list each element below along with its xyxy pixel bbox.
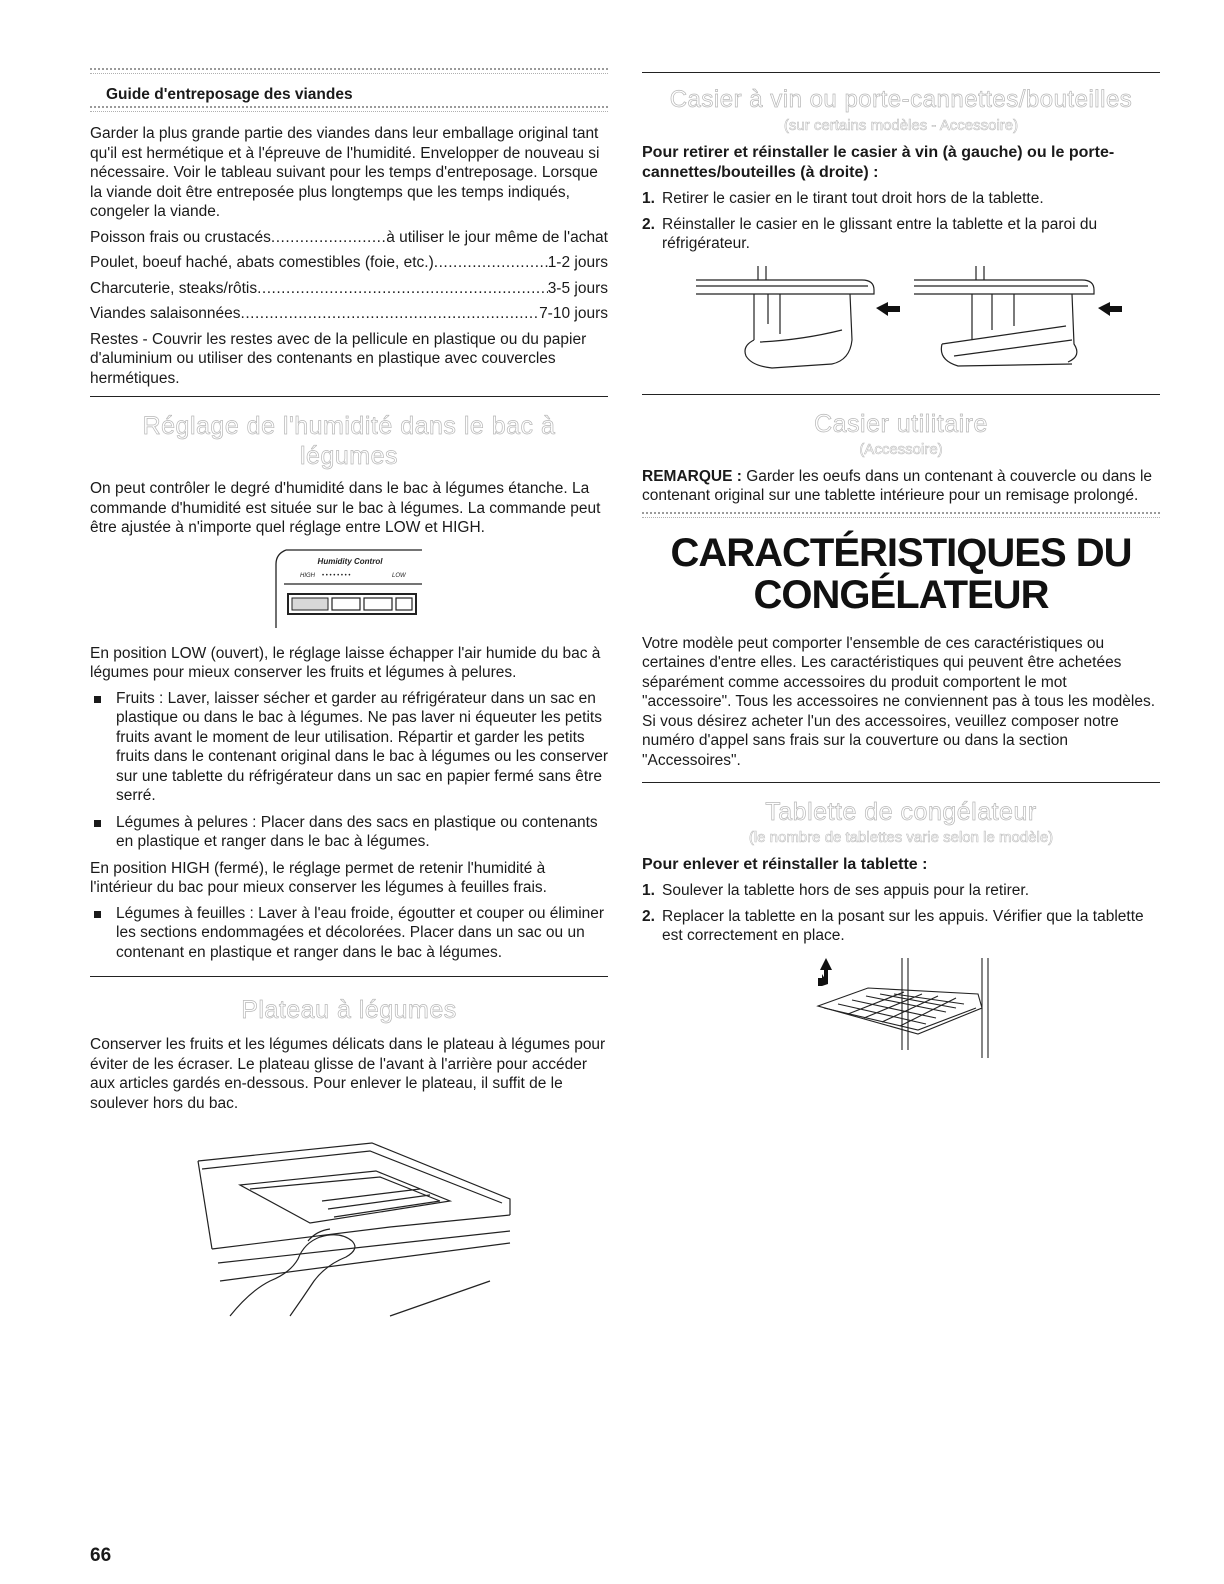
humidity-heading: Réglage de l'humidité dans le bac à légumes [142, 412, 556, 470]
utility-bin-subheading: (Accessoire) [859, 440, 943, 458]
right-column [642, 68, 1160, 1064]
freezer-shelf-heading: Tablette de congélateur [765, 798, 1037, 826]
wine-rack-heading: Casier à vin ou porte-cannettes/bouteilles [669, 86, 1133, 113]
utility-note [642, 467, 1160, 506]
freezer-shelf-lead: Pour enlever et réinstaller la tablette : [642, 856, 928, 873]
left-column [90, 68, 608, 1331]
high-bullets [90, 904, 608, 963]
low-position-text: En position LOW (ouvert), le réglage laisse échapper l'air humide du bac à légumes pour mieux conserver les fruits et légumes à pelures. [90, 644, 601, 681]
section-rule [642, 782, 1160, 783]
freezer-dotted-rule [642, 512, 1160, 518]
humidity-low-label: LOW [392, 572, 406, 579]
leftovers-text: Restes - Couvrir les restes avec de la pellicule en plastique ou du papier d'aluminium ou utiliser des contenants en plastique avec couvercles hermétiques. [90, 330, 587, 387]
list-item: Légumes à pelures : Placer dans des sacs en plastique ou contenants en plastique et ranger dans le bac à légumes. [90, 813, 608, 852]
storage-row: Viandes salaisonnées ..... 7-10 jours [90, 304, 608, 324]
humidity-control-label: Humidity Control [317, 556, 383, 566]
humidity-dots: • • • • • • • • [322, 572, 351, 579]
freezer-title-line2: CONGÉLATEUR [753, 572, 1049, 617]
high-position-text: En position HIGH (fermé), le réglage permet de retenir l'humidité à l'intérieur du bac pour mieux conserver les légumes à feuilles frais. [90, 859, 547, 896]
list-item: 2. Réinstaller le casier en le glissant entre la tablette et la paroi du réfrigérateur. [642, 215, 1098, 252]
wine-rack-lead: Pour retirer et réinstaller le casier à vin (à gauche) ou le porte-cannettes/bouteilles (à droite) : [642, 144, 1115, 181]
list-item: Fruits : Laver, laisser sécher et garder au réfrigérateur dans un sac en plastique ou dans le bac à légumes. Ne pas laver ni équeuter les petits fruits avant le moment de leur utilisation. Répartir et garder les petits fruits dans le contenant original dans le bac à légumes ou les conserver sur une tablette du réfrigérateur dans un sac en papier fermé sans être serré. [90, 689, 608, 806]
meat-guide-title: Guide d'entreposage des viandes [106, 86, 353, 103]
freezer-shelf-subheading: (le nombre de tablettes varie selon le modèle) [748, 829, 1054, 846]
humidity-high-label: HIGH [300, 572, 315, 579]
storage-row: Poisson frais ou crustacés ..... à utiliser le jour même de l'achat [90, 228, 608, 248]
wine-rack-subheading: (sur certains modèles - Accessoire) [783, 117, 1019, 134]
guide-dotted-rule [90, 106, 608, 112]
list-item: Légumes à feuilles : Laver à l'eau froide, égoutter et couper ou éliminer les sections endommagées et décolorées. Placer dans un sac ou un contenant en plastique et ranger dans le bac à légumes. [90, 904, 608, 963]
list-item: 1. Retirer le casier en le tirant tout droit hors de la tablette. [642, 190, 1044, 207]
freezer-intro: Votre modèle peut comporter l'ensemble de ces caractéristiques ou certaines d'entre elles. Les caractéristiques qui peuvent être achetées séparément comme accessoires du produit comportent le mot "accessoire". Tous les accessoires ne conviennent pas à tous les modèles. Si vous désirez acheter l'un des accessoires, veuillez composer notre numéro d'appel sans frais sur la couverture ou dans la section "Accessoires". [642, 634, 1156, 769]
wine-rack-illustration [642, 260, 1160, 380]
freezer-shelf-steps [642, 881, 1160, 946]
section-rule [642, 394, 1160, 395]
note-text: Garder les oeufs dans un contenant à couvercle ou dans le contenant original sur une tablette intérieure pour un remisage prolongé. [642, 467, 1153, 504]
tray-text: Conserver les fruits et les légumes délicats dans le plateau à légumes pour éviter de les écraser. Le plateau glisse de l'avant à l'arrière pour accéder aux articles gardés en-dessous. Pour enlever le plateau, il suffit de le soulever hors du bac. [90, 1036, 606, 1112]
storage-row: Charcuterie, steaks/rôtis ..... 3-5 jours [90, 279, 608, 299]
low-bullets [90, 689, 608, 852]
section-rule [90, 396, 608, 397]
note-label: REMARQUE : [642, 467, 742, 485]
freezer-shelf-illustration [642, 954, 1160, 1064]
utility-bin-heading: Casier utilitaire [814, 409, 988, 438]
meat-guide-intro: Garder la plus grande partie des viandes dans leur emballage original tant qu'il est hermétique et à l'épreuve de l'humidité. Envelopper de nouveau si nécessaire. Voir le tableau suivant pour les temps d'entreposage. Lorsque la viande doit être entreposée plus longtemps que les temps indiqués, congeler la viande. [90, 125, 600, 220]
humidity-control-illustration [90, 544, 608, 636]
crisper-tray-illustration [90, 1131, 608, 1331]
section-rule [642, 72, 1160, 73]
list-item: 2. Replacer la tablette en la posant sur les appuis. Vérifier que la tablette est correctement en place. [642, 907, 1144, 944]
storage-row: Poulet, boeuf haché, abats comestibles (foie, etc.) ..... 1-2 jours [90, 253, 608, 273]
tray-heading: Plateau à légumes [241, 996, 457, 1024]
page-number: 66 [90, 1545, 112, 1566]
freezer-title-line1: CARACTÉRISTIQUES DU [670, 530, 1132, 575]
humidity-intro: On peut contrôler le degré d'humidité dans le bac à légumes étanche. La commande d'humidité est située sur le bac à légumes. La commande peut être ajustée à n'importe quel réglage entre LOW et HIGH. [90, 480, 601, 536]
section-rule [90, 976, 608, 977]
list-item: 1. Soulever la tablette hors de ses appuis pour la retirer. [642, 882, 1030, 899]
wine-rack-steps [642, 189, 1160, 254]
